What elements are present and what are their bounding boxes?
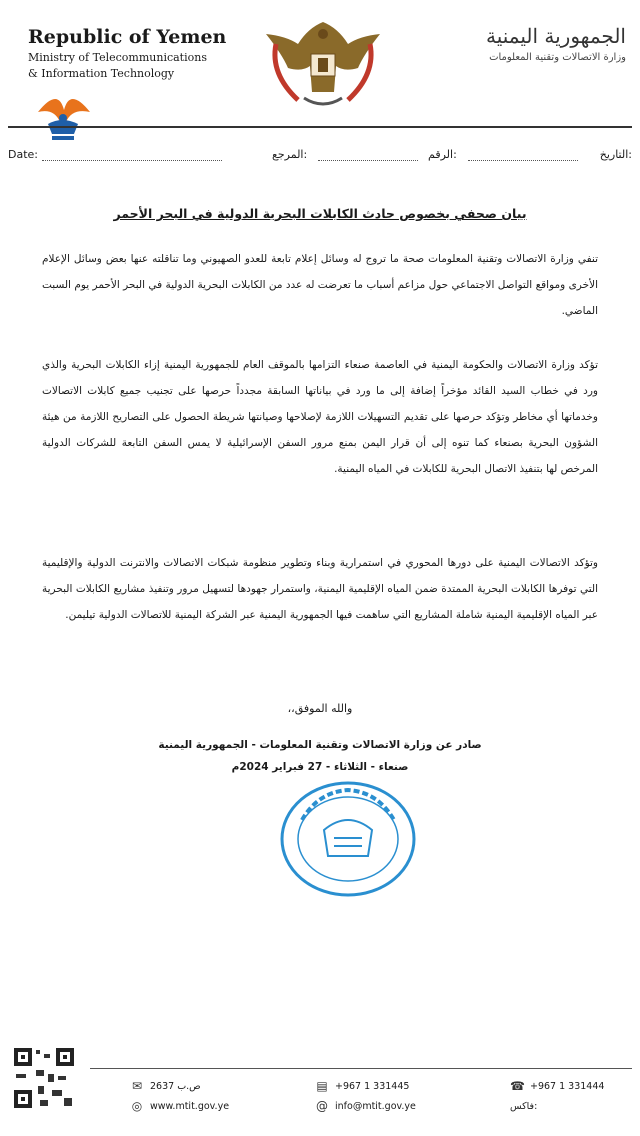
email-icon: @ [316, 1099, 328, 1113]
footer-contacts [130, 1076, 624, 1122]
official-stamp-icon [278, 780, 418, 898]
qr-code-icon [12, 1046, 76, 1110]
email-row [315, 1096, 465, 1116]
arabic-letterhead [456, 24, 626, 63]
ar-country-title: الجمهورية اليمنية [485, 24, 626, 48]
ministry-logo-icon [28, 82, 98, 152]
website-row [130, 1096, 280, 1116]
place-date-line: صنعاء - الثلاثاء - 27 فبراير 2024م [231, 761, 409, 773]
reference-blank [318, 160, 418, 161]
po-box-row [130, 1076, 280, 1096]
paragraph-2: تؤكد وزارة الاتصالات والحكومة اليمنية في العاصمة صنعاء التزامها بالموقف العام للجمهورية اليمنية إزاء الكابلات البحرية والذي ورد في خطاب السيد القائد مؤخراً إضافة إلى ما ورد في بياناتها السابقة مجدداً حرصها على تجنيب جميع كابلات الاتصالات وخدماتها أي مخاطر وتؤكد حرصها على تقديم التسهيلات اللازمة لإصلاحها وصيانتها شريطة الحصول على التصاريح اللازمة من هيئة الشؤون البحرية بصنعاء كما تنوه إلى أن قرار اليمن بمنع مرور السفن الإسرائيلية لا يمس السفن التابعة للشركات الدولية المرخص لها بتنفيذ الاتصال البحرية للكابلات في المياه اليمنية. [42, 359, 598, 475]
issuer-line: صادر عن وزارة الاتصالات وتقنية المعلومات - الجمهورية اليمنية [158, 739, 482, 751]
paragraph-1: تنفي وزارة الاتصالات وتقنية المعلومات صحة ما تروج له وسائل إعلام تابعة للعدو الصهيوني وما تناقلته عنها بعض وسائل الإعلام الأخرى ومواقع التواصل الاجتماعي حول مزاعم أسباب ما تعرضت له عدد من الكابلات البحرية الدولية في البحر الأحمر يوم السبت الماضي. [42, 253, 598, 317]
en-ministry-line-2: & Information Technology [28, 67, 175, 80]
number-blank [468, 160, 578, 161]
fax-value: +967 1 331445 [335, 1080, 410, 1092]
ar-ministry-line: وزارة الاتصالات وتقنية المعلومات [489, 52, 626, 63]
date-label-en: Date: [8, 148, 38, 161]
footer-col-phone [510, 1076, 624, 1116]
english-letterhead [18, 26, 238, 82]
document-title: بيان صحفي بخصوص حادث الكابلات البحرية الدولية في البحر الأحمر [113, 206, 527, 221]
en-country-title: Republic of Yemen [28, 26, 227, 48]
fax-label: فاكس: [510, 1100, 538, 1112]
en-ministry-line-1: Ministry of Telecommunications [28, 51, 207, 64]
globe-icon: ◎ [131, 1099, 143, 1113]
fax-row [315, 1076, 465, 1096]
email-value[interactable]: info@mtit.gov.ye [335, 1100, 416, 1112]
phone-value: +967 1 331444 [530, 1080, 605, 1092]
phone-row [510, 1076, 624, 1096]
website-value[interactable]: www.mtit.gov.ye [150, 1100, 230, 1112]
date-label-ar: التاريخ: [599, 148, 632, 161]
reference-row [8, 148, 632, 168]
number-label: الرقم: [428, 148, 457, 161]
paragraph-3: وتؤكد الاتصالات اليمنية على دورها المحوري في استمرارية وبناء وتطوير منظومة شبكات الاتصالات والانترنت الدولية والإقليمية التي توفرها الكابلات البحرية الممتدة ضمن المياه الإقليمية اليمنية، واستمرار جهودها لتسهيل مرور وتنفيذ مشاريع الكابلات البحرية عبر المياه الإقليمية اليمنية شاملة المشاريع التي ساهمت فيها الجمهورية اليمنية عبر الشركة اليمنية للاتصالات الدولية تيليمن. [42, 557, 598, 621]
reference-label: المرجع: [272, 148, 308, 161]
header-divider [8, 126, 632, 128]
footer-divider [90, 1068, 632, 1069]
po-box-value: ص.ب 2637 [150, 1080, 201, 1092]
phone-icon: ☎ [510, 1079, 525, 1093]
national-emblem-icon [258, 14, 388, 114]
mailbox-icon: ✉ [131, 1079, 143, 1093]
fax-icon: ▤ [316, 1079, 328, 1093]
footer-col-fax [130, 1076, 280, 1116]
date-en-blank [42, 160, 222, 161]
fax-label-row [510, 1096, 624, 1116]
footer-col-email [315, 1076, 465, 1116]
closing-phrase: والله الموفق،، [287, 702, 353, 715]
